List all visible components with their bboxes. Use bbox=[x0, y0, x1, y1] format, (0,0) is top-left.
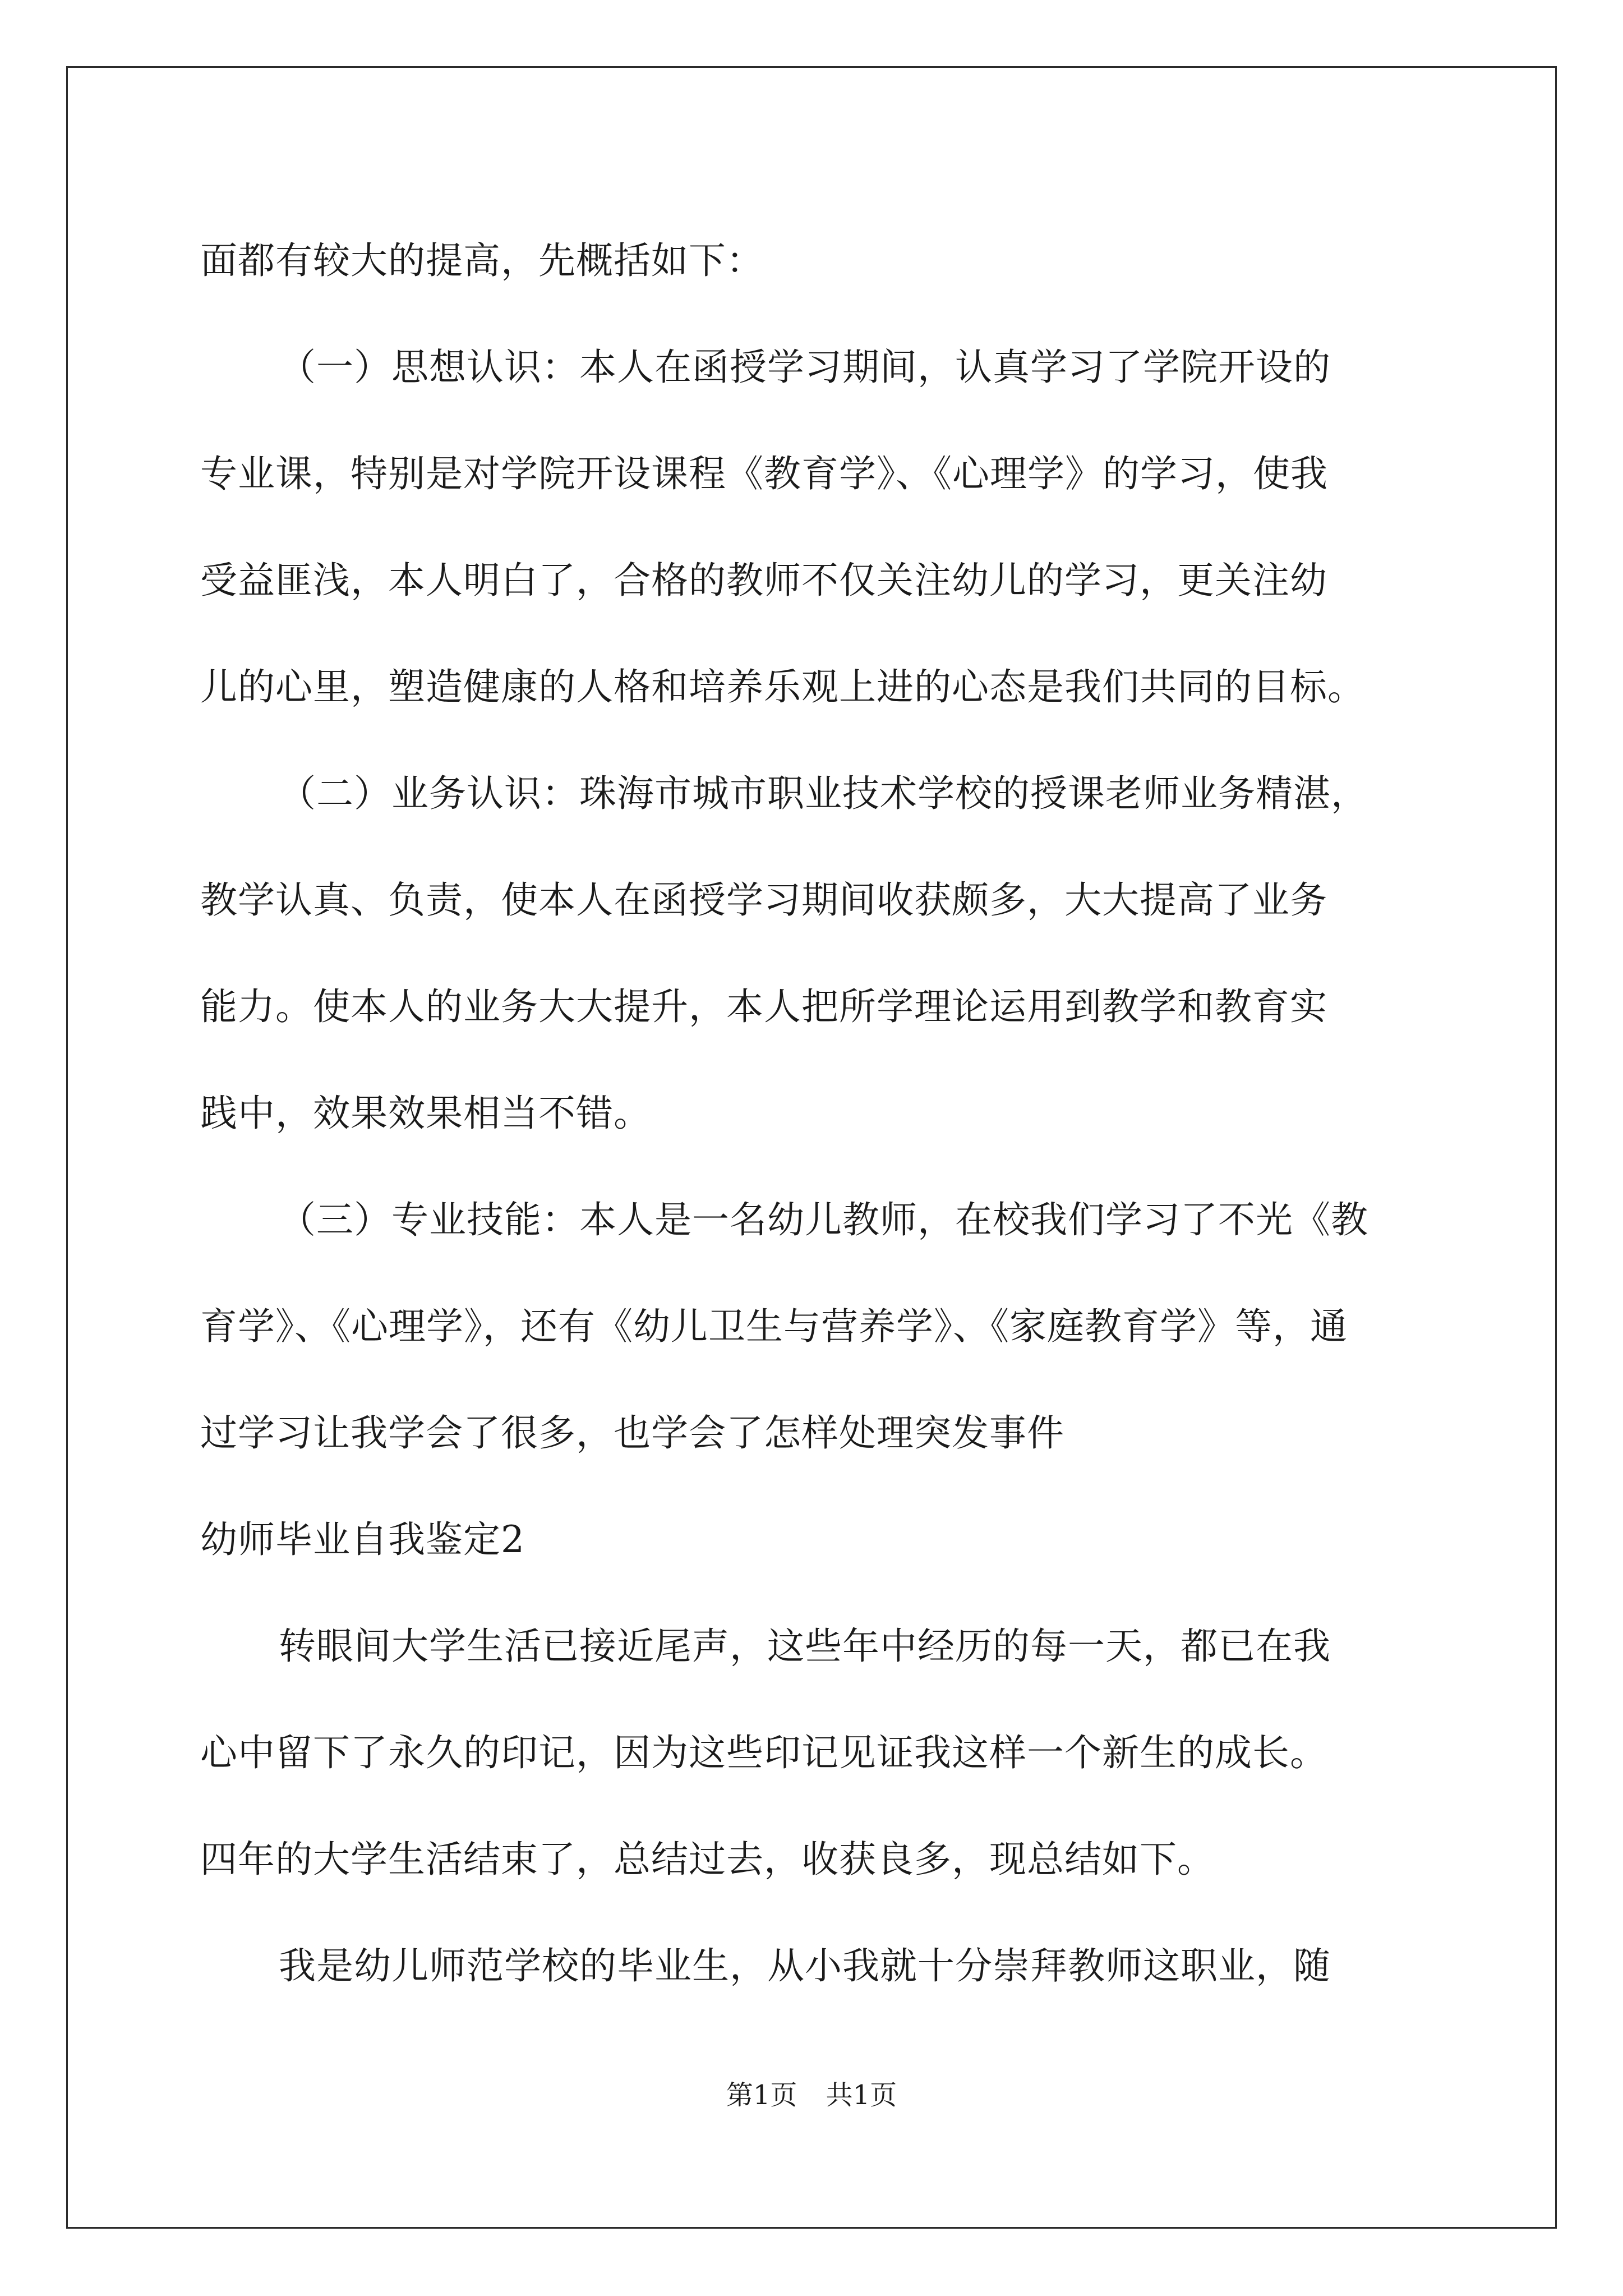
section-heading: 幼师毕业自我鉴定2 bbox=[200, 1518, 525, 1561]
text-line: 教学认真、负责，使本人在函授学习期间收获颇多，大大提高了业务 bbox=[200, 878, 1327, 922]
document-body bbox=[200, 208, 1423, 2019]
text-line: 育学》、《心理学》，还有《幼儿卫生与营养学》、《家庭教育学》等，通 bbox=[200, 1305, 1348, 1348]
text-line: （三）专业技能：本人是一名幼儿教师，在校我们学习了不光《教 bbox=[279, 1198, 1368, 1241]
text-line: 能力。使本人的业务大大提升，本人把所学理论运用到教学和教育实 bbox=[200, 985, 1327, 1028]
text-line: 四年的大学生活结束了，总结过去，收获良多，现总结如下。 bbox=[200, 1838, 1215, 1881]
text-line: （二）业务认识：珠海市城市职业技术学校的授课老师业务精湛， bbox=[279, 772, 1368, 815]
page-number-current: 第1页 bbox=[726, 2079, 797, 2111]
text-line: 受益匪浅，本人明白了，合格的教师不仅关注幼儿的学习，更关注幼 bbox=[200, 559, 1327, 602]
text-line: 过学习让我学会了很多，也学会了怎样处理突发事件 bbox=[200, 1411, 1064, 1455]
text-line: 心中留下了永久的印记，因为这些印记见证我这样一个新生的成长。 bbox=[200, 1731, 1327, 1774]
page-number-total: 共1页 bbox=[826, 2079, 897, 2111]
page-footer bbox=[0, 2078, 1623, 2112]
text-line: 儿的心里，塑造健康的人格和培养乐观上进的心态是我们共同的目标。 bbox=[200, 665, 1365, 708]
text-line: 专业课，特别是对学院开设课程《教育学》、《心理学》的学习，使我 bbox=[200, 452, 1328, 495]
text-line: 面都有较大的提高，先概括如下： bbox=[200, 239, 764, 282]
text-line: 转眼间大学生活已接近尾声，这些年中经历的每一天，都已在我 bbox=[279, 1625, 1331, 1668]
text-line: （一）思想认识：本人在函授学习期间，认真学习了学院开设的 bbox=[279, 346, 1331, 389]
text-line: 我是幼儿师范学校的毕业生，从小我就十分崇拜教师这职业，随 bbox=[279, 1944, 1331, 1987]
text-line: 践中，效果效果相当不错。 bbox=[200, 1092, 651, 1135]
